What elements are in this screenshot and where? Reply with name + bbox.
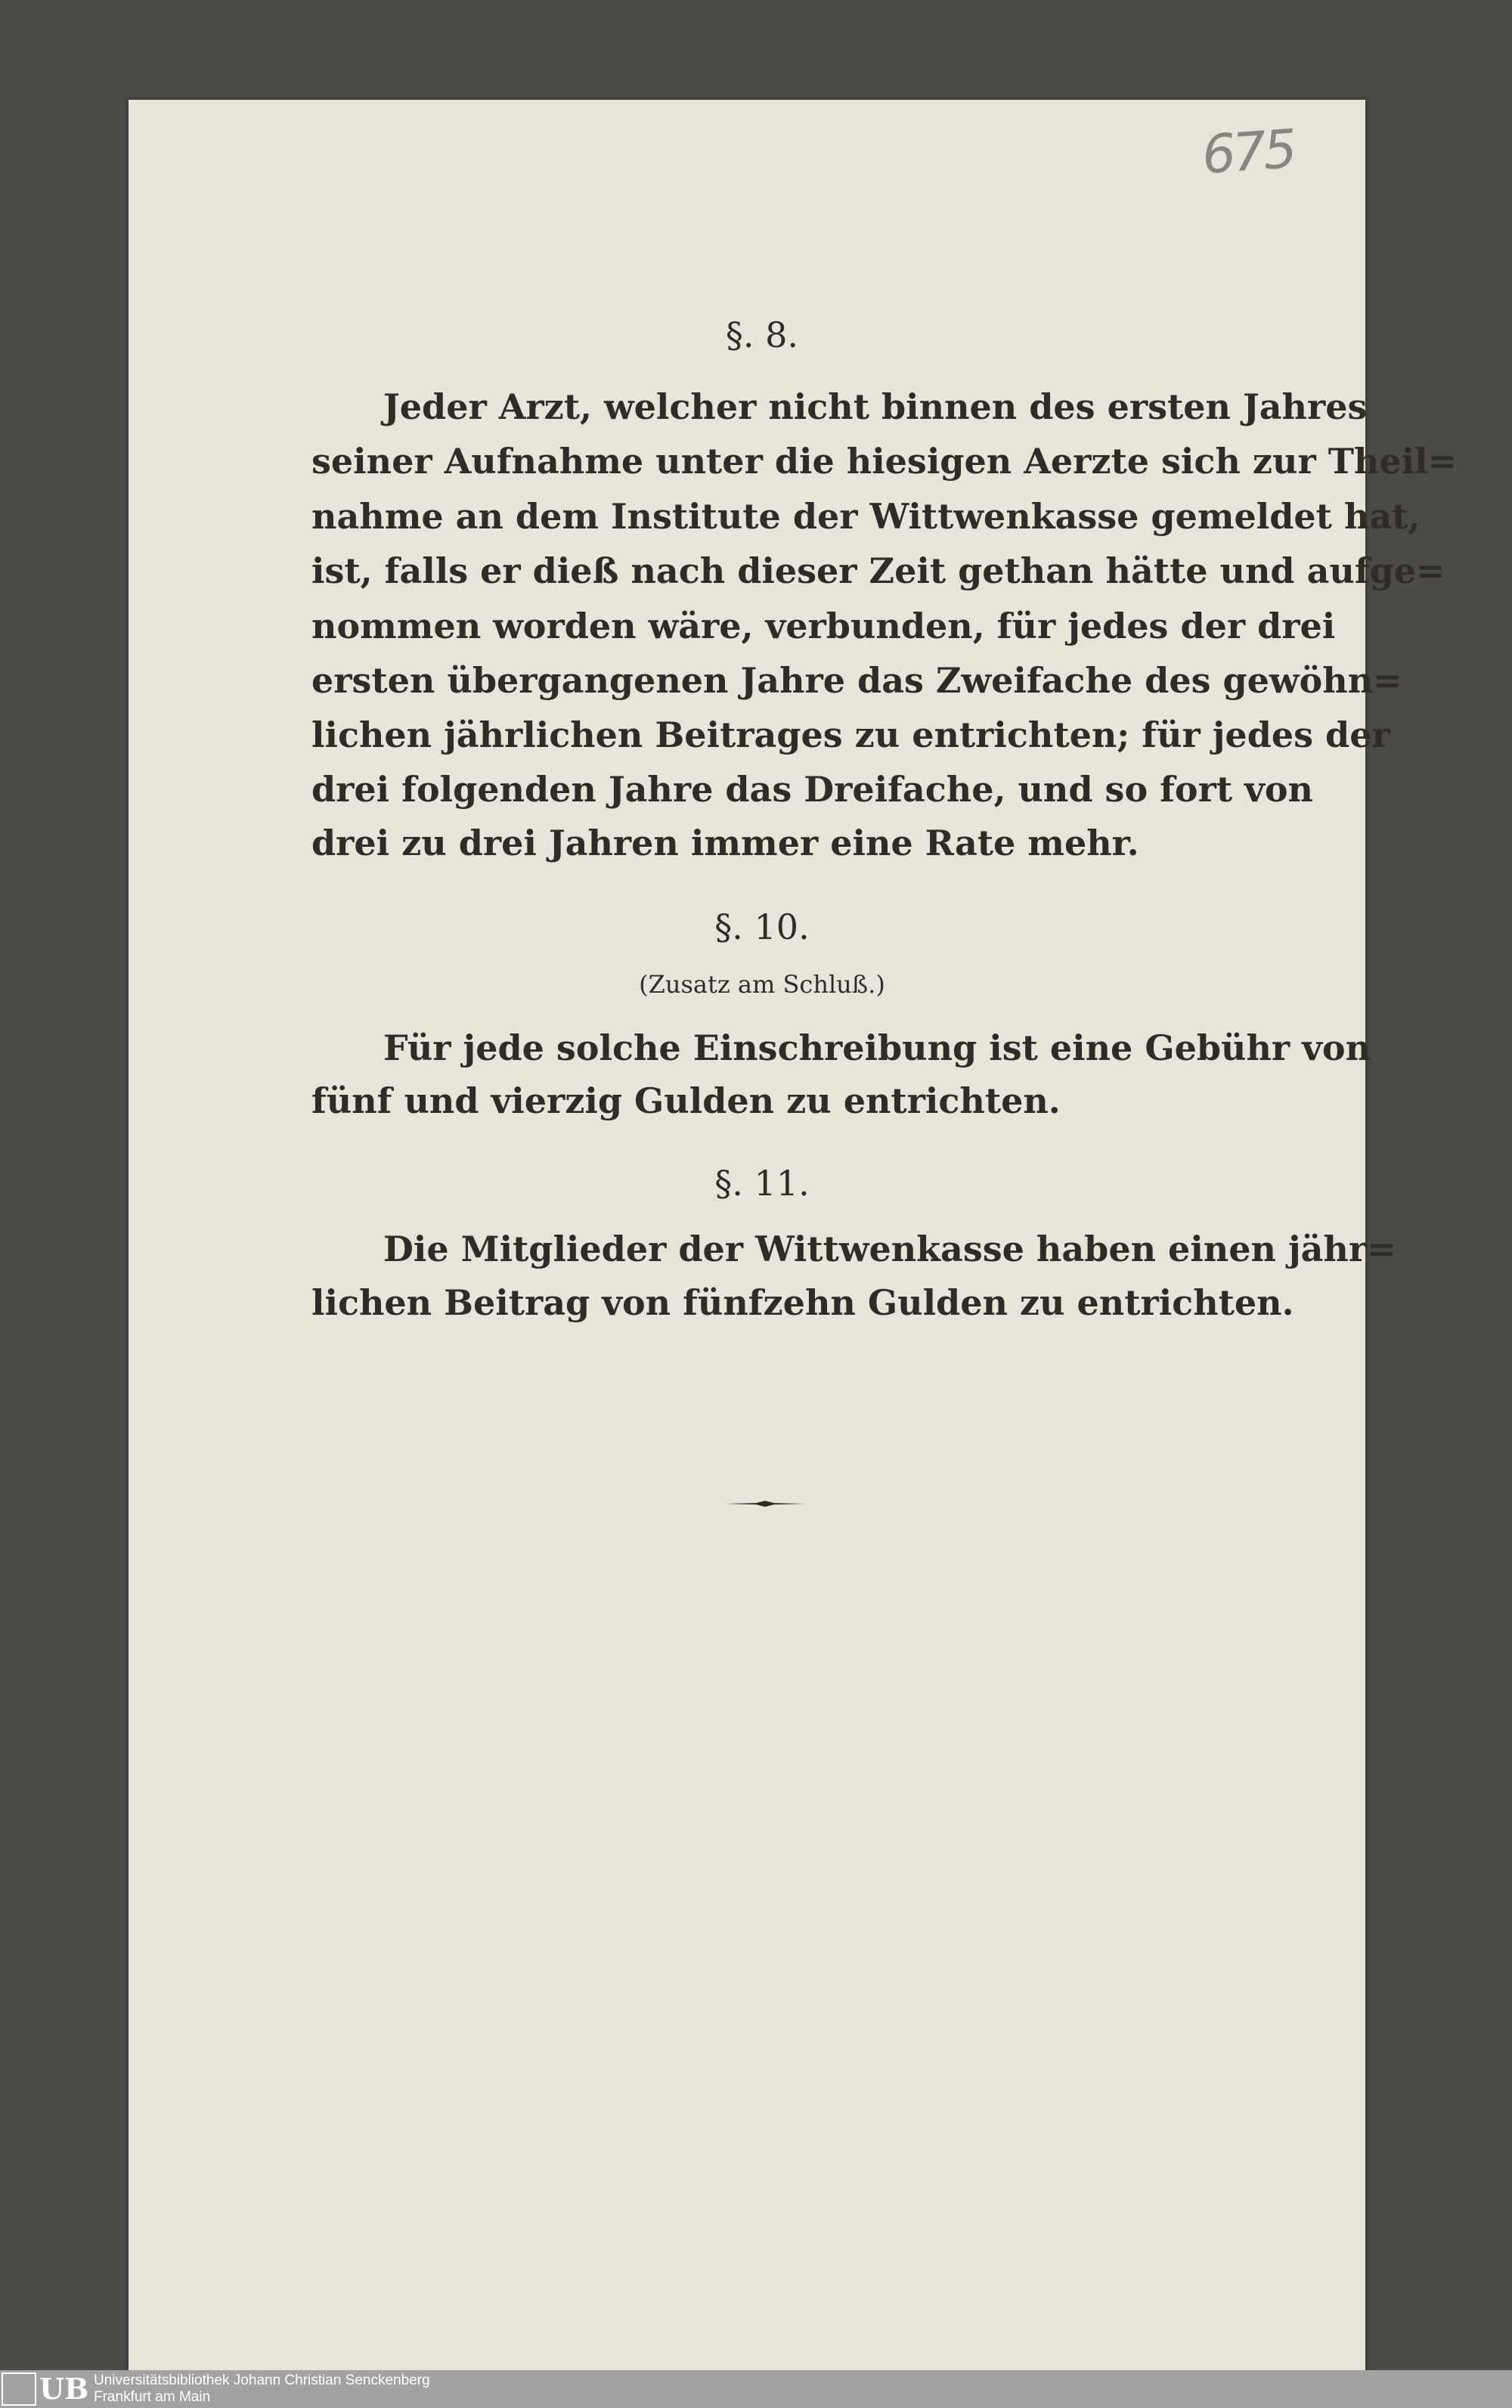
paragraph-line: Jeder Arzt, welcher nicht binnen des ersten Jahres: [383, 386, 1368, 427]
section-8-heading: §. 8.: [725, 315, 799, 355]
section-11-heading: §. 11.: [714, 1163, 810, 1204]
paragraph-line: ersten übergangenen Jahre das Zweifache des gewöhn=: [311, 660, 1402, 701]
paragraph-line: Die Mitglieder der Wittwenkasse haben einen jähr=: [383, 1229, 1396, 1269]
ornament-divider-icon: [726, 1501, 805, 1507]
paragraph-line: seiner Aufnahme unter die hiesigen Aerzte sich zur Theil=: [311, 441, 1458, 482]
institution-city: Frankfurt am Main: [94, 2389, 211, 2405]
logo-text: UB: [39, 2372, 89, 2406]
section-10-heading: §. 10.: [714, 906, 810, 947]
paragraph-line: nahme an dem Institute der Wittwenkasse gemeldet hat,: [311, 496, 1421, 537]
section-10-subheading: (Zusatz am Schluß.): [639, 970, 885, 999]
library-logo: [2, 2371, 89, 2407]
paragraph-line: lichen Beitrag von fünfzehn Gulden zu entrichten.: [311, 1282, 1294, 1323]
paragraph-line: drei zu drei Jahren immer eine Rate mehr.: [311, 823, 1139, 863]
paragraph-line: ist, falls er dieß nach dieser Zeit gethan hätte und aufge=: [311, 550, 1445, 591]
paragraph-line: fünf und vierzig Gulden zu entrichten.: [311, 1080, 1061, 1121]
handwritten-page-number: 675: [1200, 117, 1297, 187]
paragraph-line: nommen worden wäre, verbunden, für jedes der drei: [311, 606, 1336, 646]
footer-text: [94, 2372, 430, 2406]
institution-name: Universitätsbibliothek Johann Christian Senckenberg: [94, 2372, 430, 2388]
paragraph-line: drei folgenden Jahre das Dreifache, und so fort von: [311, 769, 1313, 810]
portrait-icon: [2, 2372, 36, 2406]
paragraph-line: Für jede solche Einschreibung ist eine Gebühr von: [383, 1027, 1371, 1068]
paragraph-line: lichen jährlichen Beitrages zu entrichten; für jedes der: [311, 714, 1390, 755]
